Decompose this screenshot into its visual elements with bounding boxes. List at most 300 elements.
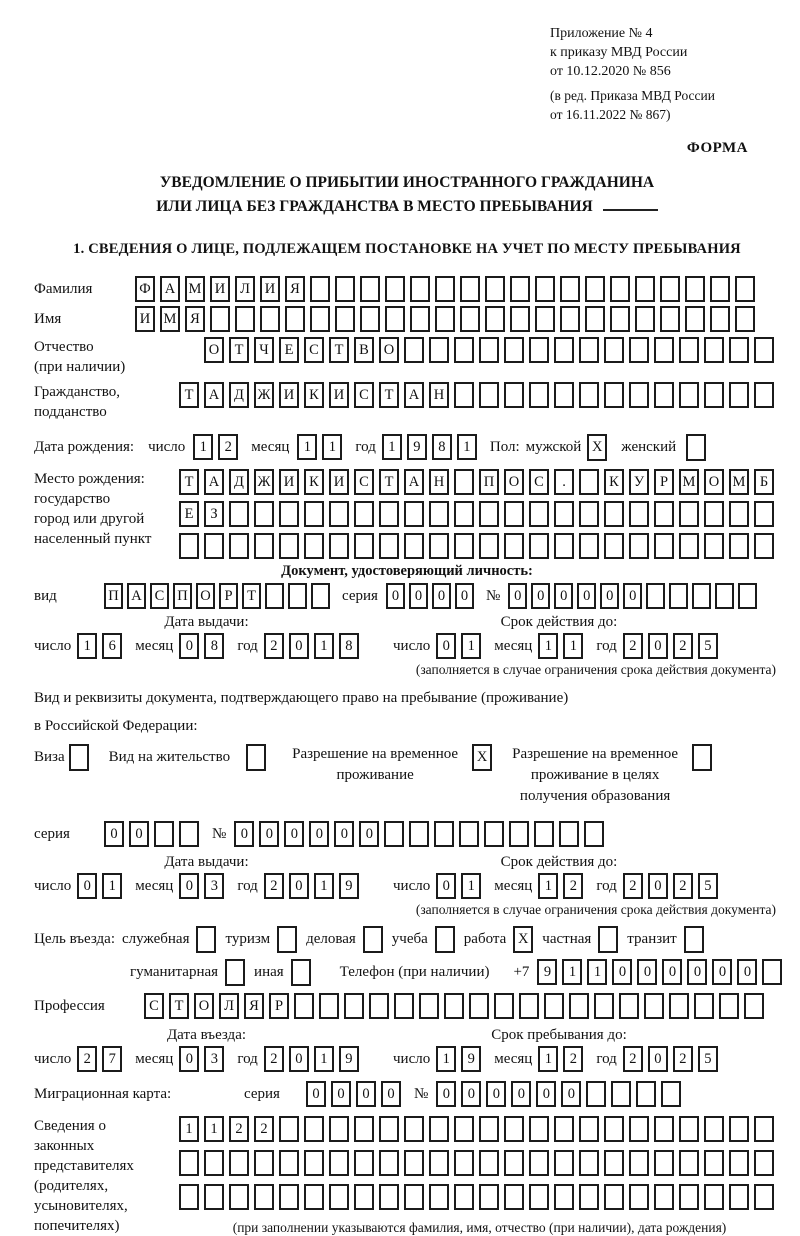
char-cell[interactable]: 2 (229, 1116, 249, 1142)
char-cell[interactable]: 0 (687, 959, 707, 985)
char-cell[interactable] (629, 1116, 649, 1142)
char-cell[interactable] (379, 1150, 399, 1176)
char-cell[interactable]: 1 (461, 873, 481, 899)
char-cell[interactable] (729, 337, 749, 363)
char-cell[interactable] (679, 501, 699, 527)
char-cell[interactable]: 8 (432, 434, 452, 460)
char-cell[interactable]: 0 (561, 1081, 581, 1107)
char-cell[interactable] (754, 382, 774, 408)
char-cell[interactable]: М (160, 306, 180, 332)
visa-checkbox[interactable] (69, 744, 89, 771)
char-cell[interactable]: 1 (204, 1116, 224, 1142)
char-cell[interactable]: 2 (264, 1046, 284, 1072)
char-cell[interactable]: Н (429, 382, 449, 408)
char-cell[interactable]: 0 (436, 1081, 456, 1107)
char-cell[interactable] (729, 1184, 749, 1210)
char-cell[interactable]: С (150, 583, 169, 609)
char-cell[interactable] (344, 993, 364, 1019)
char-cell[interactable]: Т (229, 337, 249, 363)
char-cell[interactable] (304, 1150, 324, 1176)
char-cell[interactable]: А (404, 469, 424, 495)
char-cell[interactable]: 0 (289, 1046, 309, 1072)
char-cell[interactable]: О (204, 337, 224, 363)
char-cell[interactable] (710, 276, 730, 302)
char-cell[interactable] (636, 1081, 656, 1107)
char-cell[interactable] (669, 993, 689, 1019)
char-cell[interactable] (379, 501, 399, 527)
char-cell[interactable]: А (204, 469, 224, 495)
char-cell[interactable]: 0 (432, 583, 451, 609)
char-cell[interactable] (310, 306, 330, 332)
char-cell[interactable] (354, 533, 374, 559)
char-cell[interactable] (429, 337, 449, 363)
char-cell[interactable]: И (329, 469, 349, 495)
char-cell[interactable] (604, 501, 624, 527)
char-cell[interactable] (554, 382, 574, 408)
char-cell[interactable] (754, 533, 774, 559)
char-cell[interactable] (569, 993, 589, 1019)
char-cell[interactable]: 2 (673, 873, 693, 899)
char-cell[interactable] (204, 533, 224, 559)
char-cell[interactable] (629, 337, 649, 363)
char-cell[interactable] (635, 306, 655, 332)
char-cell[interactable] (454, 382, 474, 408)
sex-female-checkbox[interactable] (686, 434, 706, 461)
char-cell[interactable]: 0 (577, 583, 596, 609)
char-cell[interactable] (654, 337, 674, 363)
char-cell[interactable]: Ф (135, 276, 155, 302)
char-cell[interactable] (554, 1150, 574, 1176)
char-cell[interactable]: О (704, 469, 724, 495)
char-cell[interactable]: И (135, 306, 155, 332)
char-cell[interactable] (204, 1150, 224, 1176)
sex-male-checkbox[interactable]: X (587, 434, 607, 461)
char-cell[interactable] (279, 533, 299, 559)
char-cell[interactable] (735, 276, 755, 302)
char-cell[interactable] (654, 1150, 674, 1176)
char-cell[interactable]: . (554, 469, 574, 495)
char-cell[interactable]: 0 (284, 821, 304, 847)
char-cell[interactable]: 0 (77, 873, 97, 899)
char-cell[interactable] (479, 1150, 499, 1176)
char-cell[interactable] (210, 306, 230, 332)
char-cell[interactable]: 0 (623, 583, 642, 609)
char-cell[interactable] (254, 501, 274, 527)
char-cell[interactable] (479, 382, 499, 408)
char-cell[interactable]: Т (179, 469, 199, 495)
char-cell[interactable]: 2 (563, 1046, 583, 1072)
char-cell[interactable] (510, 276, 530, 302)
char-cell[interactable]: 0 (386, 583, 405, 609)
char-cell[interactable] (504, 1116, 524, 1142)
char-cell[interactable] (354, 1184, 374, 1210)
char-cell[interactable] (304, 1184, 324, 1210)
char-cell[interactable] (229, 533, 249, 559)
char-cell[interactable]: Р (219, 583, 238, 609)
char-cell[interactable]: Т (169, 993, 189, 1019)
char-cell[interactable]: С (304, 337, 324, 363)
char-cell[interactable] (604, 382, 624, 408)
char-cell[interactable]: 0 (536, 1081, 556, 1107)
char-cell[interactable]: И (279, 469, 299, 495)
char-cell[interactable]: 0 (600, 583, 619, 609)
char-cell[interactable] (479, 1116, 499, 1142)
char-cell[interactable]: 1 (102, 873, 122, 899)
char-cell[interactable] (429, 1150, 449, 1176)
char-cell[interactable]: 0 (648, 1046, 668, 1072)
char-cell[interactable] (235, 306, 255, 332)
char-cell[interactable]: 0 (662, 959, 682, 985)
char-cell[interactable]: 2 (77, 1046, 97, 1072)
char-cell[interactable]: 0 (637, 959, 657, 985)
char-cell[interactable] (585, 306, 605, 332)
char-cell[interactable] (404, 501, 424, 527)
char-cell[interactable]: 2 (563, 873, 583, 899)
char-cell[interactable]: 5 (698, 873, 718, 899)
char-cell[interactable] (404, 533, 424, 559)
char-cell[interactable]: 0 (179, 873, 199, 899)
char-cell[interactable] (629, 382, 649, 408)
char-cell[interactable]: 1 (77, 633, 97, 659)
char-cell[interactable] (504, 337, 524, 363)
char-cell[interactable] (429, 1116, 449, 1142)
char-cell[interactable] (229, 1150, 249, 1176)
char-cell[interactable] (635, 276, 655, 302)
char-cell[interactable] (729, 382, 749, 408)
char-cell[interactable]: М (679, 469, 699, 495)
char-cell[interactable] (584, 821, 604, 847)
char-cell[interactable] (604, 337, 624, 363)
char-cell[interactable] (404, 1116, 424, 1142)
char-cell[interactable] (404, 1184, 424, 1210)
temp-residence-education-checkbox[interactable] (692, 744, 712, 771)
char-cell[interactable]: Я (185, 306, 205, 332)
char-cell[interactable] (586, 1081, 606, 1107)
char-cell[interactable]: К (304, 382, 324, 408)
char-cell[interactable]: П (173, 583, 192, 609)
char-cell[interactable]: А (127, 583, 146, 609)
char-cell[interactable]: 1 (457, 434, 477, 460)
char-cell[interactable] (510, 306, 530, 332)
char-cell[interactable] (384, 821, 404, 847)
char-cell[interactable]: 1 (538, 633, 558, 659)
char-cell[interactable] (704, 382, 724, 408)
char-cell[interactable]: 0 (334, 821, 354, 847)
char-cell[interactable] (279, 501, 299, 527)
char-cell[interactable] (604, 1150, 624, 1176)
char-cell[interactable]: С (529, 469, 549, 495)
char-cell[interactable] (229, 501, 249, 527)
char-cell[interactable] (579, 1184, 599, 1210)
char-cell[interactable] (529, 501, 549, 527)
purpose-study-checkbox[interactable] (435, 926, 455, 953)
char-cell[interactable] (254, 533, 274, 559)
char-cell[interactable]: И (329, 382, 349, 408)
char-cell[interactable] (629, 501, 649, 527)
char-cell[interactable] (479, 533, 499, 559)
char-cell[interactable] (719, 993, 739, 1019)
char-cell[interactable]: А (204, 382, 224, 408)
char-cell[interactable] (429, 1184, 449, 1210)
char-cell[interactable]: 0 (259, 821, 279, 847)
char-cell[interactable]: 0 (289, 873, 309, 899)
char-cell[interactable] (179, 533, 199, 559)
char-cell[interactable]: 1 (538, 873, 558, 899)
char-cell[interactable]: 1 (314, 1046, 334, 1072)
char-cell[interactable] (329, 1150, 349, 1176)
char-cell[interactable] (629, 1184, 649, 1210)
char-cell[interactable]: 1 (563, 633, 583, 659)
char-cell[interactable] (554, 337, 574, 363)
char-cell[interactable] (288, 583, 307, 609)
char-cell[interactable] (579, 501, 599, 527)
char-cell[interactable]: 1 (314, 633, 334, 659)
char-cell[interactable]: 5 (698, 633, 718, 659)
char-cell[interactable] (435, 276, 455, 302)
char-cell[interactable]: 1 (297, 434, 317, 460)
char-cell[interactable] (735, 306, 755, 332)
char-cell[interactable] (254, 1150, 274, 1176)
char-cell[interactable]: П (104, 583, 123, 609)
purpose-work-checkbox[interactable]: X (513, 926, 533, 953)
char-cell[interactable]: Т (329, 337, 349, 363)
char-cell[interactable]: 0 (648, 633, 668, 659)
char-cell[interactable] (685, 306, 705, 332)
char-cell[interactable] (319, 993, 339, 1019)
char-cell[interactable] (529, 1150, 549, 1176)
char-cell[interactable] (694, 993, 714, 1019)
char-cell[interactable] (479, 501, 499, 527)
char-cell[interactable] (644, 993, 664, 1019)
char-cell[interactable] (679, 1116, 699, 1142)
char-cell[interactable]: С (354, 382, 374, 408)
char-cell[interactable]: Ж (254, 469, 274, 495)
char-cell[interactable] (479, 1184, 499, 1210)
char-cell[interactable]: 0 (179, 633, 199, 659)
char-cell[interactable]: К (304, 469, 324, 495)
char-cell[interactable] (704, 501, 724, 527)
char-cell[interactable] (385, 306, 405, 332)
char-cell[interactable]: Л (219, 993, 239, 1019)
char-cell[interactable]: 2 (264, 633, 284, 659)
char-cell[interactable]: 2 (254, 1116, 274, 1142)
char-cell[interactable] (379, 1184, 399, 1210)
char-cell[interactable] (646, 583, 665, 609)
char-cell[interactable]: Б (754, 469, 774, 495)
char-cell[interactable] (534, 821, 554, 847)
char-cell[interactable] (310, 276, 330, 302)
char-cell[interactable]: 0 (129, 821, 149, 847)
char-cell[interactable] (654, 1184, 674, 1210)
char-cell[interactable] (454, 501, 474, 527)
char-cell[interactable]: В (354, 337, 374, 363)
char-cell[interactable]: 0 (359, 821, 379, 847)
char-cell[interactable]: Т (179, 382, 199, 408)
char-cell[interactable] (354, 1116, 374, 1142)
char-cell[interactable]: 1 (179, 1116, 199, 1142)
purpose-other-checkbox[interactable] (291, 959, 311, 986)
char-cell[interactable] (454, 1116, 474, 1142)
char-cell[interactable] (754, 1116, 774, 1142)
char-cell[interactable]: 1 (314, 873, 334, 899)
char-cell[interactable] (504, 533, 524, 559)
char-cell[interactable] (304, 533, 324, 559)
char-cell[interactable] (494, 993, 514, 1019)
purpose-business-checkbox[interactable] (363, 926, 383, 953)
char-cell[interactable]: И (260, 276, 280, 302)
char-cell[interactable]: 9 (407, 434, 427, 460)
char-cell[interactable]: С (144, 993, 164, 1019)
char-cell[interactable] (762, 959, 782, 985)
char-cell[interactable] (559, 821, 579, 847)
char-cell[interactable]: 8 (339, 633, 359, 659)
char-cell[interactable]: 2 (218, 434, 238, 460)
char-cell[interactable]: 1 (562, 959, 582, 985)
char-cell[interactable] (459, 821, 479, 847)
char-cell[interactable]: 1 (322, 434, 342, 460)
char-cell[interactable] (715, 583, 734, 609)
char-cell[interactable]: 1 (461, 633, 481, 659)
char-cell[interactable] (379, 533, 399, 559)
char-cell[interactable] (729, 1150, 749, 1176)
char-cell[interactable] (692, 583, 711, 609)
char-cell[interactable] (554, 533, 574, 559)
char-cell[interactable]: 9 (537, 959, 557, 985)
char-cell[interactable] (729, 501, 749, 527)
char-cell[interactable]: П (479, 469, 499, 495)
char-cell[interactable]: 2 (623, 873, 643, 899)
char-cell[interactable]: 2 (673, 633, 693, 659)
char-cell[interactable] (360, 276, 380, 302)
char-cell[interactable] (679, 1184, 699, 1210)
char-cell[interactable]: 1 (382, 434, 402, 460)
char-cell[interactable]: 3 (204, 873, 224, 899)
char-cell[interactable] (660, 306, 680, 332)
char-cell[interactable] (679, 1150, 699, 1176)
char-cell[interactable] (594, 993, 614, 1019)
char-cell[interactable]: Д (229, 382, 249, 408)
char-cell[interactable] (504, 1184, 524, 1210)
char-cell[interactable]: Я (285, 276, 305, 302)
char-cell[interactable]: А (404, 382, 424, 408)
char-cell[interactable]: С (354, 469, 374, 495)
char-cell[interactable]: 2 (673, 1046, 693, 1072)
char-cell[interactable] (354, 501, 374, 527)
char-cell[interactable] (335, 306, 355, 332)
char-cell[interactable] (484, 821, 504, 847)
char-cell[interactable] (529, 533, 549, 559)
char-cell[interactable] (685, 276, 705, 302)
char-cell[interactable] (460, 276, 480, 302)
char-cell[interactable] (419, 993, 439, 1019)
char-cell[interactable]: 2 (623, 633, 643, 659)
char-cell[interactable] (454, 469, 474, 495)
char-cell[interactable]: 9 (461, 1046, 481, 1072)
char-cell[interactable] (304, 1116, 324, 1142)
char-cell[interactable] (229, 1184, 249, 1210)
char-cell[interactable] (654, 501, 674, 527)
char-cell[interactable] (579, 469, 599, 495)
residence-permit-checkbox[interactable] (246, 744, 266, 771)
char-cell[interactable]: 0 (511, 1081, 531, 1107)
char-cell[interactable]: 6 (102, 633, 122, 659)
char-cell[interactable] (754, 1150, 774, 1176)
char-cell[interactable] (754, 501, 774, 527)
char-cell[interactable] (604, 1184, 624, 1210)
char-cell[interactable] (738, 583, 757, 609)
char-cell[interactable]: Д (229, 469, 249, 495)
char-cell[interactable]: О (196, 583, 215, 609)
char-cell[interactable] (585, 276, 605, 302)
char-cell[interactable] (654, 382, 674, 408)
char-cell[interactable]: 8 (204, 633, 224, 659)
char-cell[interactable] (529, 337, 549, 363)
char-cell[interactable]: 0 (712, 959, 732, 985)
char-cell[interactable] (434, 821, 454, 847)
char-cell[interactable]: И (279, 382, 299, 408)
char-cell[interactable]: 0 (436, 633, 456, 659)
char-cell[interactable] (404, 1150, 424, 1176)
char-cell[interactable]: Р (269, 993, 289, 1019)
char-cell[interactable]: 0 (737, 959, 757, 985)
char-cell[interactable]: 0 (612, 959, 632, 985)
char-cell[interactable] (410, 306, 430, 332)
char-cell[interactable] (704, 337, 724, 363)
char-cell[interactable] (265, 583, 284, 609)
char-cell[interactable] (279, 1116, 299, 1142)
char-cell[interactable]: 0 (356, 1081, 376, 1107)
char-cell[interactable] (379, 1116, 399, 1142)
char-cell[interactable] (579, 1116, 599, 1142)
char-cell[interactable] (260, 306, 280, 332)
char-cell[interactable] (329, 533, 349, 559)
char-cell[interactable]: 0 (486, 1081, 506, 1107)
char-cell[interactable]: 0 (648, 873, 668, 899)
char-cell[interactable]: Л (235, 276, 255, 302)
char-cell[interactable] (679, 533, 699, 559)
char-cell[interactable] (611, 1081, 631, 1107)
char-cell[interactable]: И (210, 276, 230, 302)
char-cell[interactable] (385, 276, 405, 302)
char-cell[interactable] (404, 337, 424, 363)
char-cell[interactable] (535, 306, 555, 332)
char-cell[interactable] (279, 1150, 299, 1176)
char-cell[interactable]: Т (242, 583, 261, 609)
char-cell[interactable] (654, 533, 674, 559)
char-cell[interactable] (354, 1150, 374, 1176)
char-cell[interactable]: 1 (436, 1046, 456, 1072)
char-cell[interactable]: Ч (254, 337, 274, 363)
char-cell[interactable] (454, 1150, 474, 1176)
purpose-private-checkbox[interactable] (598, 926, 618, 953)
char-cell[interactable] (554, 1184, 574, 1210)
char-cell[interactable]: 5 (698, 1046, 718, 1072)
purpose-tourism-checkbox[interactable] (277, 926, 297, 953)
char-cell[interactable] (504, 382, 524, 408)
char-cell[interactable]: Р (654, 469, 674, 495)
char-cell[interactable]: Н (429, 469, 449, 495)
char-cell[interactable]: 9 (339, 873, 359, 899)
char-cell[interactable] (579, 1150, 599, 1176)
char-cell[interactable] (254, 1184, 274, 1210)
char-cell[interactable] (529, 382, 549, 408)
char-cell[interactable] (754, 1184, 774, 1210)
purpose-official-checkbox[interactable] (196, 926, 216, 953)
char-cell[interactable]: 0 (554, 583, 573, 609)
char-cell[interactable] (454, 533, 474, 559)
char-cell[interactable] (610, 276, 630, 302)
char-cell[interactable]: 0 (289, 633, 309, 659)
